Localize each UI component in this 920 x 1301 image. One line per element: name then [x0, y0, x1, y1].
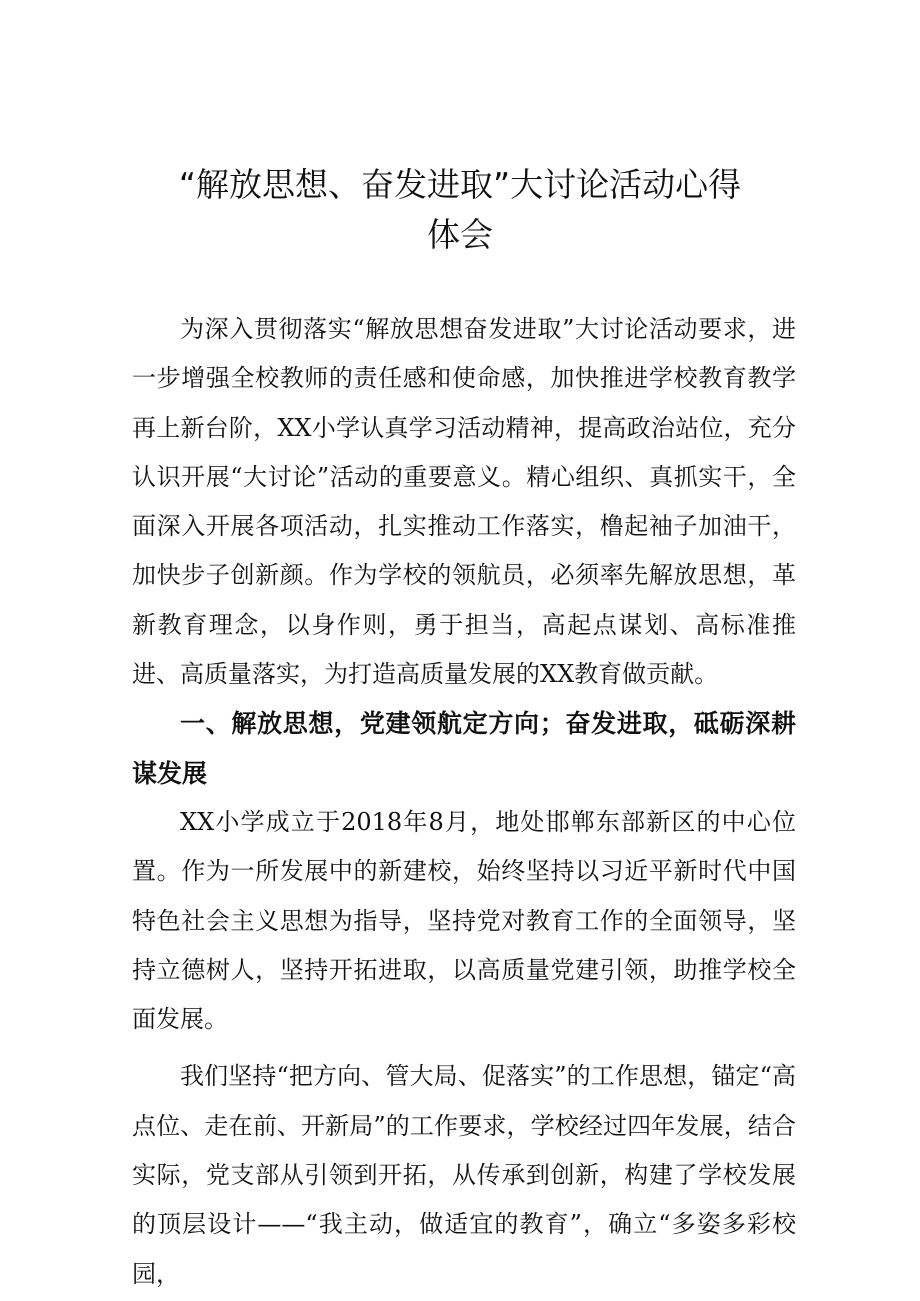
document-body	[132, 305, 796, 1299]
paragraph-school-intro: XX小学成立于2018年8月，地处邯郸东部新区的中心位置。作为一所发展中的新建校，始终坚持以习近平新时代中国特色社会主义思想为指导，坚持党对教育工作的全面领导，坚持立德树人，坚持开拓进取，以高质量党建引领，助推学校全面发展。	[132, 807, 796, 1034]
section-heading-1: 一、解放思想，党建领航定方向；奋发进取，砥砺深耕谋发展	[132, 709, 796, 788]
title-line-1: “解放思想、奋发进取”大讨论活动心得	[178, 165, 742, 204]
document-title	[100, 160, 820, 260]
paragraph-work-approach: 我们坚持“把方向、管大局、促落实”的工作思想，锚定“高点位、走在前、开新局”的工作要求，学校经过四年发展，结合实际，党支部从引领到开拓，从传承到创新，构建了学校发展的顶层设计——“我主动，做适宜的教育”，确立“多姿多彩校园，	[132, 1062, 796, 1288]
title-line-2: 体会	[427, 215, 493, 254]
paragraph-intro: 为深入贯彻落实“解放思想奋发进取”大讨论活动要求，进一步增强全校教师的责任感和使命感，加快推进学校教育教学再上新台阶，XX小学认真学习活动精神，提高政治站位，充分认识开展“大讨论”活动的重要意义。精心组织、真抓实干，全面深入开展各项活动，扎实推动工作落实，橹起袖子加油干，加快步子创新颜。作为学校的领航员，必须率先解放思想，革新教育理念，以身作则，勇于担当，高起点谋划、高标准推进、高质量落实，为打造高质量发展的XX教育做贡献。	[132, 315, 796, 689]
